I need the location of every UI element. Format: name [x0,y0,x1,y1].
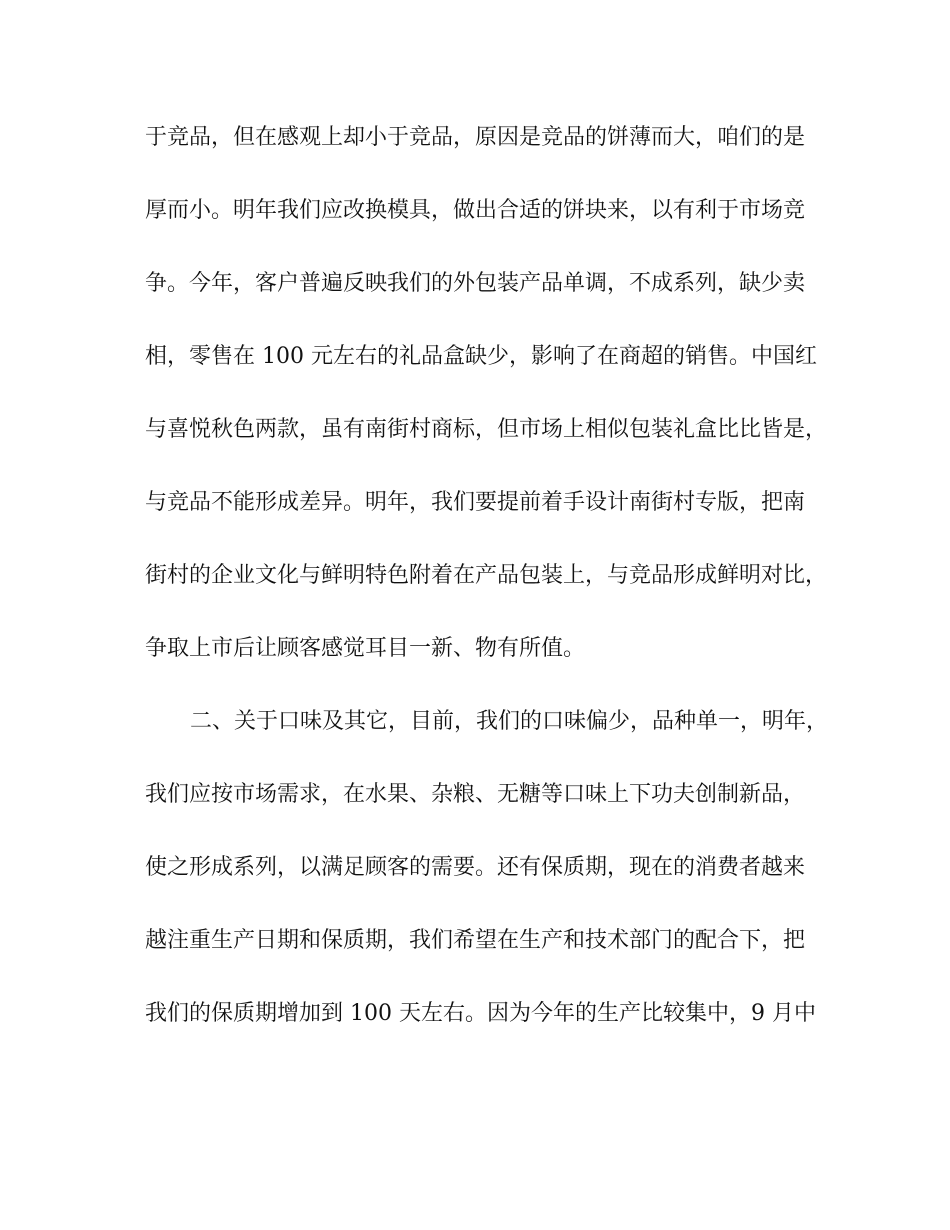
body-text [145,123,845,1072]
text-line: 相，零售在 100 元左右的礼品盒缺少，影响了在商超的销售。中国红 [145,344,817,369]
text-line: 我们应按市场需求，在水果、杂粮、无糖等口味上下功夫创制新品， [145,782,806,807]
text-line: 争取上市后让顾客感觉耳目一新、物有所值。 [145,636,586,661]
paragraph-start-line: 二、关于口味及其它，目前，我们的口味偏少，品种单一，明年， [190,709,829,734]
text-line: 与竞品不能形成差异。明年，我们要提前着手设计南街村专版，把南 [145,490,806,515]
text-line: 于竞品，但在感观上却小于竞品，原因是竞品的饼薄而大，咱们的是 [145,125,806,150]
text-line: 与喜悦秋色两款，虽有南街村商标，但市场上相似包装礼盒比比皆是， [145,417,828,442]
text-line: 争。今年，客户普遍反映我们的外包装产品单调，不成系列，缺少卖 [145,271,806,296]
text-line: 使之形成系列，以满足顾客的需要。还有保质期，现在的消费者越来 [145,855,806,880]
text-line: 越注重生产日期和保质期，我们希望在生产和技术部门的配合下，把 [145,928,806,953]
text-line: 厚而小。明年我们应改换模具，做出合适的饼块来，以有利于市场竞 [145,198,806,223]
text-line: 我们的保质期增加到 100 天左右。因为今年的生产比较集中，9 月中 [145,1001,816,1026]
text-line: 街村的企业文化与鲜明特色附着在产品包装上，与竞品形成鲜明对比， [145,563,828,588]
